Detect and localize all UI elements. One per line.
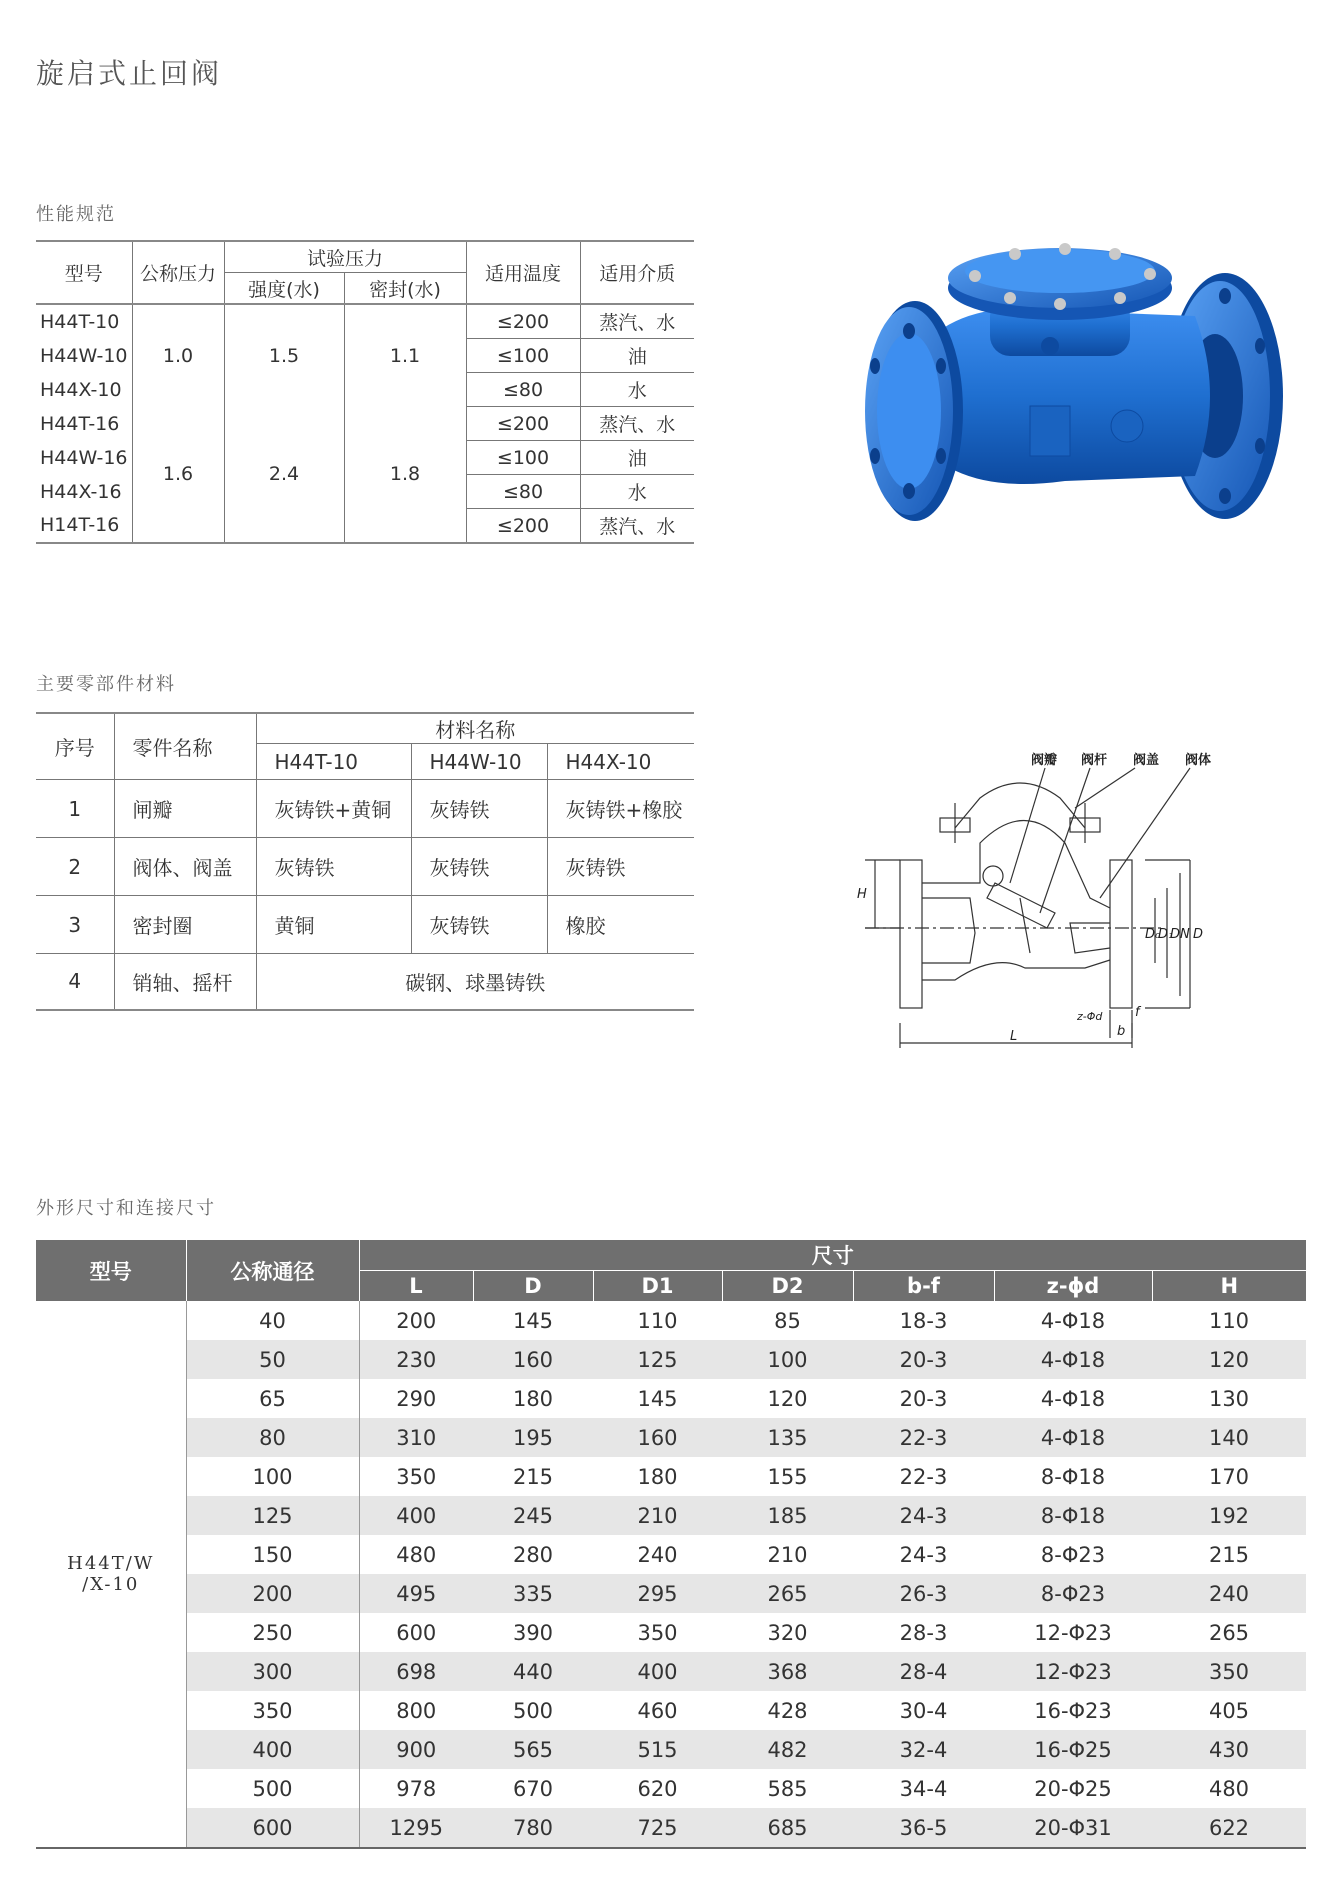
dim-cell-D: 195 (473, 1418, 593, 1457)
mat-part: 销轴、摇杆 (114, 954, 256, 1010)
dim-cell-dn: 150 (186, 1535, 359, 1574)
perf-medium: 油 (580, 339, 694, 373)
label-D1: D₁ (1158, 927, 1174, 942)
perf-header-medium: 适用介质 (580, 241, 694, 304)
dim-cell-zd: 4-Φ18 (994, 1418, 1152, 1457)
dim-cell-D1: 145 (637, 1386, 678, 1411)
mat-m2: 灰铸铁 (411, 896, 547, 954)
dim-cell-D1: 400 (593, 1652, 722, 1691)
mat-no: 4 (36, 954, 114, 1010)
perf-pn-1: 1.0 (132, 304, 224, 407)
dim-cell-zd: 4-Φ18 (1040, 1308, 1106, 1333)
dim-cell-H: 192 (1152, 1496, 1306, 1535)
dim-cell-L: 290 (359, 1379, 473, 1418)
mat-no: 2 (36, 838, 114, 896)
dim-cell-dn: 300 (186, 1652, 359, 1691)
dim-cell-L: 350 (359, 1457, 473, 1496)
materials-table (36, 712, 694, 1011)
mat-header-no: 序号 (36, 713, 114, 780)
dim-cell-L: 978 (359, 1769, 473, 1808)
mat-m3: 灰铸铁+橡胶 (547, 780, 694, 838)
dim-cell-dn: 40 (186, 1301, 359, 1340)
dim-cell-zd: 20-Φ31 (994, 1808, 1152, 1848)
label-bonnet: 阀盖 (1133, 753, 1160, 768)
dim-cell-D1: 240 (637, 1542, 678, 1567)
dimension-table (36, 1240, 1306, 1849)
dim-cell-D: 335 (473, 1574, 593, 1613)
dim-cell-bf: 24-3 (899, 1542, 948, 1567)
table-row (36, 1730, 1306, 1769)
perf-medium: 水 (580, 475, 694, 509)
dim-header-D1: D1 (593, 1271, 722, 1302)
perf-temp: ≤80 (466, 373, 580, 407)
mat-part: 闸瓣 (114, 780, 256, 838)
dim-cell-zd: 12-Φ23 (1034, 1620, 1112, 1645)
dim-cell-zd: 8-Φ23 (1040, 1542, 1106, 1567)
table-row (36, 1691, 1306, 1730)
perf-medium: 水 (580, 373, 694, 407)
dim-cell-L: 310 (359, 1418, 473, 1457)
label-H: H (857, 887, 867, 902)
dim-cell-L: 600 (359, 1613, 473, 1652)
dim-cell-D: 780 (473, 1808, 593, 1848)
dim-cell-D2: 210 (767, 1542, 808, 1567)
dim-header-size: 尺寸 (359, 1240, 1306, 1271)
dim-cell-D1: 350 (637, 1620, 678, 1645)
dim-cell-D2: 265 (722, 1574, 853, 1613)
dim-cell-dn: 350 (186, 1691, 359, 1730)
dim-cell-D1: 180 (637, 1464, 678, 1489)
label-stem: 阀杆 (1081, 753, 1108, 768)
perf-model: H44W-16 (36, 441, 132, 475)
table-row (36, 1574, 1306, 1613)
dim-cell-H: 240 (1152, 1574, 1306, 1613)
table-row (36, 1301, 1306, 1340)
perf-medium: 蒸汽、水 (580, 509, 694, 544)
table-row (36, 1769, 1306, 1808)
perf-medium: 蒸汽、水 (580, 407, 694, 441)
dim-cell-L: 230 (359, 1340, 473, 1379)
dim-model: H44T/W /X-10 (36, 1301, 186, 1848)
dim-cell-D2: 685 (722, 1808, 853, 1848)
dim-header-D2: D2 (722, 1271, 853, 1302)
dim-cell-D2: 428 (767, 1698, 808, 1723)
perf-model: H44W-10 (36, 339, 132, 373)
mat-header-material: 材料名称 (256, 713, 694, 744)
dim-cell-D: 670 (512, 1776, 554, 1801)
dim-cell-D: 565 (473, 1730, 593, 1769)
dim-cell-D: 215 (512, 1464, 554, 1489)
valve-section-drawing (845, 748, 1245, 1068)
mat-m2: 灰铸铁 (411, 838, 547, 896)
perf-strength-2: 2.4 (224, 407, 344, 544)
dim-cell-dn: 125 (186, 1496, 359, 1535)
mat-no: 1 (36, 780, 114, 838)
table-row (36, 1496, 1306, 1535)
dim-cell-bf: 32-4 (853, 1730, 994, 1769)
dim-cell-D1: 125 (593, 1340, 722, 1379)
dim-cell-dn: 65 (186, 1379, 359, 1418)
dim-cell-bf: 20-3 (853, 1340, 994, 1379)
mat-header-part: 零件名称 (114, 713, 256, 780)
label-body: 阀体 (1185, 753, 1212, 768)
label-disc: 阀瓣 (1031, 753, 1058, 768)
perf-header-pn: 公称压力 (132, 241, 224, 304)
table-row (36, 1379, 1306, 1418)
dim-cell-L: 900 (359, 1730, 473, 1769)
dim-cell-zd: 8-Φ23 (994, 1574, 1152, 1613)
dim-cell-zd: 16-Φ25 (994, 1730, 1152, 1769)
dim-header-zd: z-ϕd (994, 1271, 1152, 1302)
dim-cell-H: 265 (1208, 1620, 1250, 1645)
perf-temp: ≤200 (466, 304, 580, 339)
perf-header-test-pressure: 试验压力 (224, 241, 466, 273)
dim-cell-H: 120 (1152, 1340, 1306, 1379)
dim-cell-L: 800 (359, 1691, 473, 1730)
dim-cell-D2: 482 (722, 1730, 853, 1769)
table-row (36, 1340, 1306, 1379)
dim-cell-D1: 210 (593, 1496, 722, 1535)
valve-photo (835, 236, 1305, 596)
dim-cell-L: 480 (359, 1535, 473, 1574)
dim-cell-D1: 620 (637, 1776, 678, 1801)
section-title-dimensions: 外形尺寸和连接尺寸 (36, 1198, 216, 1219)
dim-cell-D: 180 (512, 1386, 554, 1411)
perf-model: H44X-16 (36, 475, 132, 509)
perf-strength-1: 1.5 (224, 304, 344, 407)
dim-cell-dn: 50 (186, 1340, 359, 1379)
perf-header-seal: 密封(水) (344, 273, 466, 305)
perf-model: H44X-10 (36, 373, 132, 407)
dim-cell-dn: 80 (186, 1418, 359, 1457)
table-row (36, 1535, 1306, 1574)
dim-cell-dn: 200 (186, 1574, 359, 1613)
perf-temp: ≤80 (466, 475, 580, 509)
dim-cell-D2: 185 (722, 1496, 853, 1535)
mat-part: 密封圈 (114, 896, 256, 954)
dim-cell-L: 495 (359, 1574, 473, 1613)
table-row (36, 1613, 1306, 1652)
dim-cell-D2: 585 (767, 1776, 808, 1801)
dim-cell-D: 390 (512, 1620, 554, 1645)
dim-cell-L: 1295 (359, 1808, 473, 1848)
perf-pn-2: 1.6 (132, 407, 224, 544)
mat-all: 碳钢、球墨铸铁 (256, 954, 694, 1010)
mat-header-m2: H44W-10 (411, 744, 547, 780)
dim-cell-H: 622 (1152, 1808, 1306, 1848)
label-f: f (1135, 1005, 1140, 1020)
section-title-performance: 性能规范 (36, 204, 116, 225)
dim-cell-bf: 28-3 (899, 1620, 948, 1645)
dim-cell-L: 200 (359, 1301, 473, 1340)
dim-cell-bf: 28-4 (853, 1652, 994, 1691)
mat-m1: 黄铜 (256, 896, 411, 954)
dim-cell-D: 160 (473, 1340, 593, 1379)
perf-header-strength: 强度(水) (224, 273, 344, 305)
label-D0: D₀ (1145, 927, 1161, 942)
dim-cell-bf: 24-3 (853, 1496, 994, 1535)
mat-header-m3: H44X-10 (547, 744, 694, 780)
performance-table (36, 240, 694, 544)
dim-cell-D2: 120 (767, 1386, 808, 1411)
dim-cell-dn: 250 (186, 1613, 359, 1652)
dim-cell-zd: 4-Φ18 (1040, 1386, 1106, 1411)
table-row (36, 1418, 1306, 1457)
mat-m3: 灰铸铁 (547, 838, 694, 896)
dim-cell-L: 400 (359, 1496, 473, 1535)
label-L: L (1010, 1029, 1018, 1044)
dim-cell-bf: 36-5 (853, 1808, 994, 1848)
mat-m2: 灰铸铁 (411, 780, 547, 838)
dim-cell-H: 350 (1152, 1652, 1306, 1691)
perf-seal-1: 1.1 (344, 304, 466, 407)
label-zd: z-Φd (1077, 1010, 1103, 1023)
perf-temp: ≤200 (466, 407, 580, 441)
dim-cell-D1: 295 (593, 1574, 722, 1613)
dim-cell-D2: 135 (722, 1418, 853, 1457)
dim-cell-dn: 100 (186, 1457, 359, 1496)
dim-cell-L: 698 (359, 1652, 473, 1691)
dim-cell-D: 440 (473, 1652, 593, 1691)
mat-m1: 灰铸铁+黄铜 (256, 780, 411, 838)
mat-m1: 灰铸铁 (256, 838, 411, 896)
dim-cell-D2: 100 (722, 1340, 853, 1379)
mat-part: 阀体、阀盖 (114, 838, 256, 896)
dim-header-dn: 公称通径 (186, 1240, 359, 1301)
dim-cell-H: 480 (1208, 1776, 1250, 1801)
mat-no: 3 (36, 896, 114, 954)
dim-cell-D2: 85 (774, 1308, 801, 1333)
dim-cell-bf: 30-4 (899, 1698, 948, 1723)
dim-cell-dn: 600 (186, 1808, 359, 1848)
perf-model: H14T-16 (36, 509, 132, 544)
dim-cell-H: 130 (1208, 1386, 1250, 1411)
perf-temp: ≤100 (466, 441, 580, 475)
perf-temp: ≤200 (466, 509, 580, 544)
section-title-materials: 主要零部件材料 (36, 674, 176, 695)
dim-cell-H: 215 (1208, 1542, 1250, 1567)
dim-header-bf: b-f (853, 1271, 994, 1302)
table-row (36, 1652, 1306, 1691)
dim-cell-D: 245 (473, 1496, 593, 1535)
label-DN: DN (1170, 927, 1190, 942)
dim-cell-D2: 320 (767, 1620, 808, 1645)
dim-header-H: H (1152, 1271, 1306, 1302)
dim-cell-D1: 160 (593, 1418, 722, 1457)
dim-cell-bf: 22-3 (899, 1464, 948, 1489)
dim-cell-D1: 110 (637, 1308, 678, 1333)
dim-cell-zd: 20-Φ25 (1034, 1776, 1112, 1801)
dim-cell-bf: 18-3 (899, 1308, 948, 1333)
mat-m3: 橡胶 (547, 896, 694, 954)
dim-cell-zd: 16-Φ23 (1034, 1698, 1112, 1723)
dim-cell-bf: 26-3 (853, 1574, 994, 1613)
dim-header-model: 型号 (36, 1240, 186, 1301)
dim-cell-D: 145 (512, 1308, 554, 1333)
dim-cell-H: 430 (1152, 1730, 1306, 1769)
dim-cell-D1: 725 (593, 1808, 722, 1848)
dim-cell-zd: 8-Φ18 (994, 1496, 1152, 1535)
perf-header-temp: 适用温度 (466, 241, 580, 304)
dim-header-D: D (473, 1271, 593, 1302)
dim-cell-dn: 500 (186, 1769, 359, 1808)
dim-cell-zd: 4-Φ18 (994, 1340, 1152, 1379)
perf-header-model: 型号 (36, 241, 132, 304)
dim-cell-bf: 34-4 (899, 1776, 948, 1801)
perf-model: H44T-10 (36, 304, 132, 339)
dim-cell-D1: 515 (593, 1730, 722, 1769)
label-b: b (1117, 1024, 1126, 1039)
perf-medium: 蒸汽、水 (580, 304, 694, 339)
perf-temp: ≤100 (466, 339, 580, 373)
table-row (36, 1457, 1306, 1496)
dim-cell-zd: 12-Φ23 (994, 1652, 1152, 1691)
dim-cell-D: 280 (512, 1542, 554, 1567)
dim-cell-H: 170 (1208, 1464, 1250, 1489)
dim-header-L: L (359, 1271, 473, 1302)
dim-cell-bf: 20-3 (899, 1386, 948, 1411)
dim-cell-D2: 368 (722, 1652, 853, 1691)
page-title: 旋启式止回阀 (36, 57, 223, 90)
dim-cell-D: 500 (512, 1698, 554, 1723)
perf-seal-2: 1.8 (344, 407, 466, 544)
label-D: D (1193, 927, 1204, 942)
dim-cell-H: 140 (1152, 1418, 1306, 1457)
table-row (36, 1808, 1306, 1848)
perf-medium: 油 (580, 441, 694, 475)
dim-cell-zd: 8-Φ18 (1040, 1464, 1106, 1489)
dim-cell-H: 405 (1208, 1698, 1250, 1723)
perf-model: H44T-16 (36, 407, 132, 441)
dim-cell-H: 110 (1208, 1308, 1250, 1333)
dim-cell-bf: 22-3 (853, 1418, 994, 1457)
mat-header-m1: H44T-10 (256, 744, 411, 780)
dim-cell-D2: 155 (767, 1464, 808, 1489)
dim-cell-dn: 400 (186, 1730, 359, 1769)
dim-cell-D1: 460 (637, 1698, 678, 1723)
